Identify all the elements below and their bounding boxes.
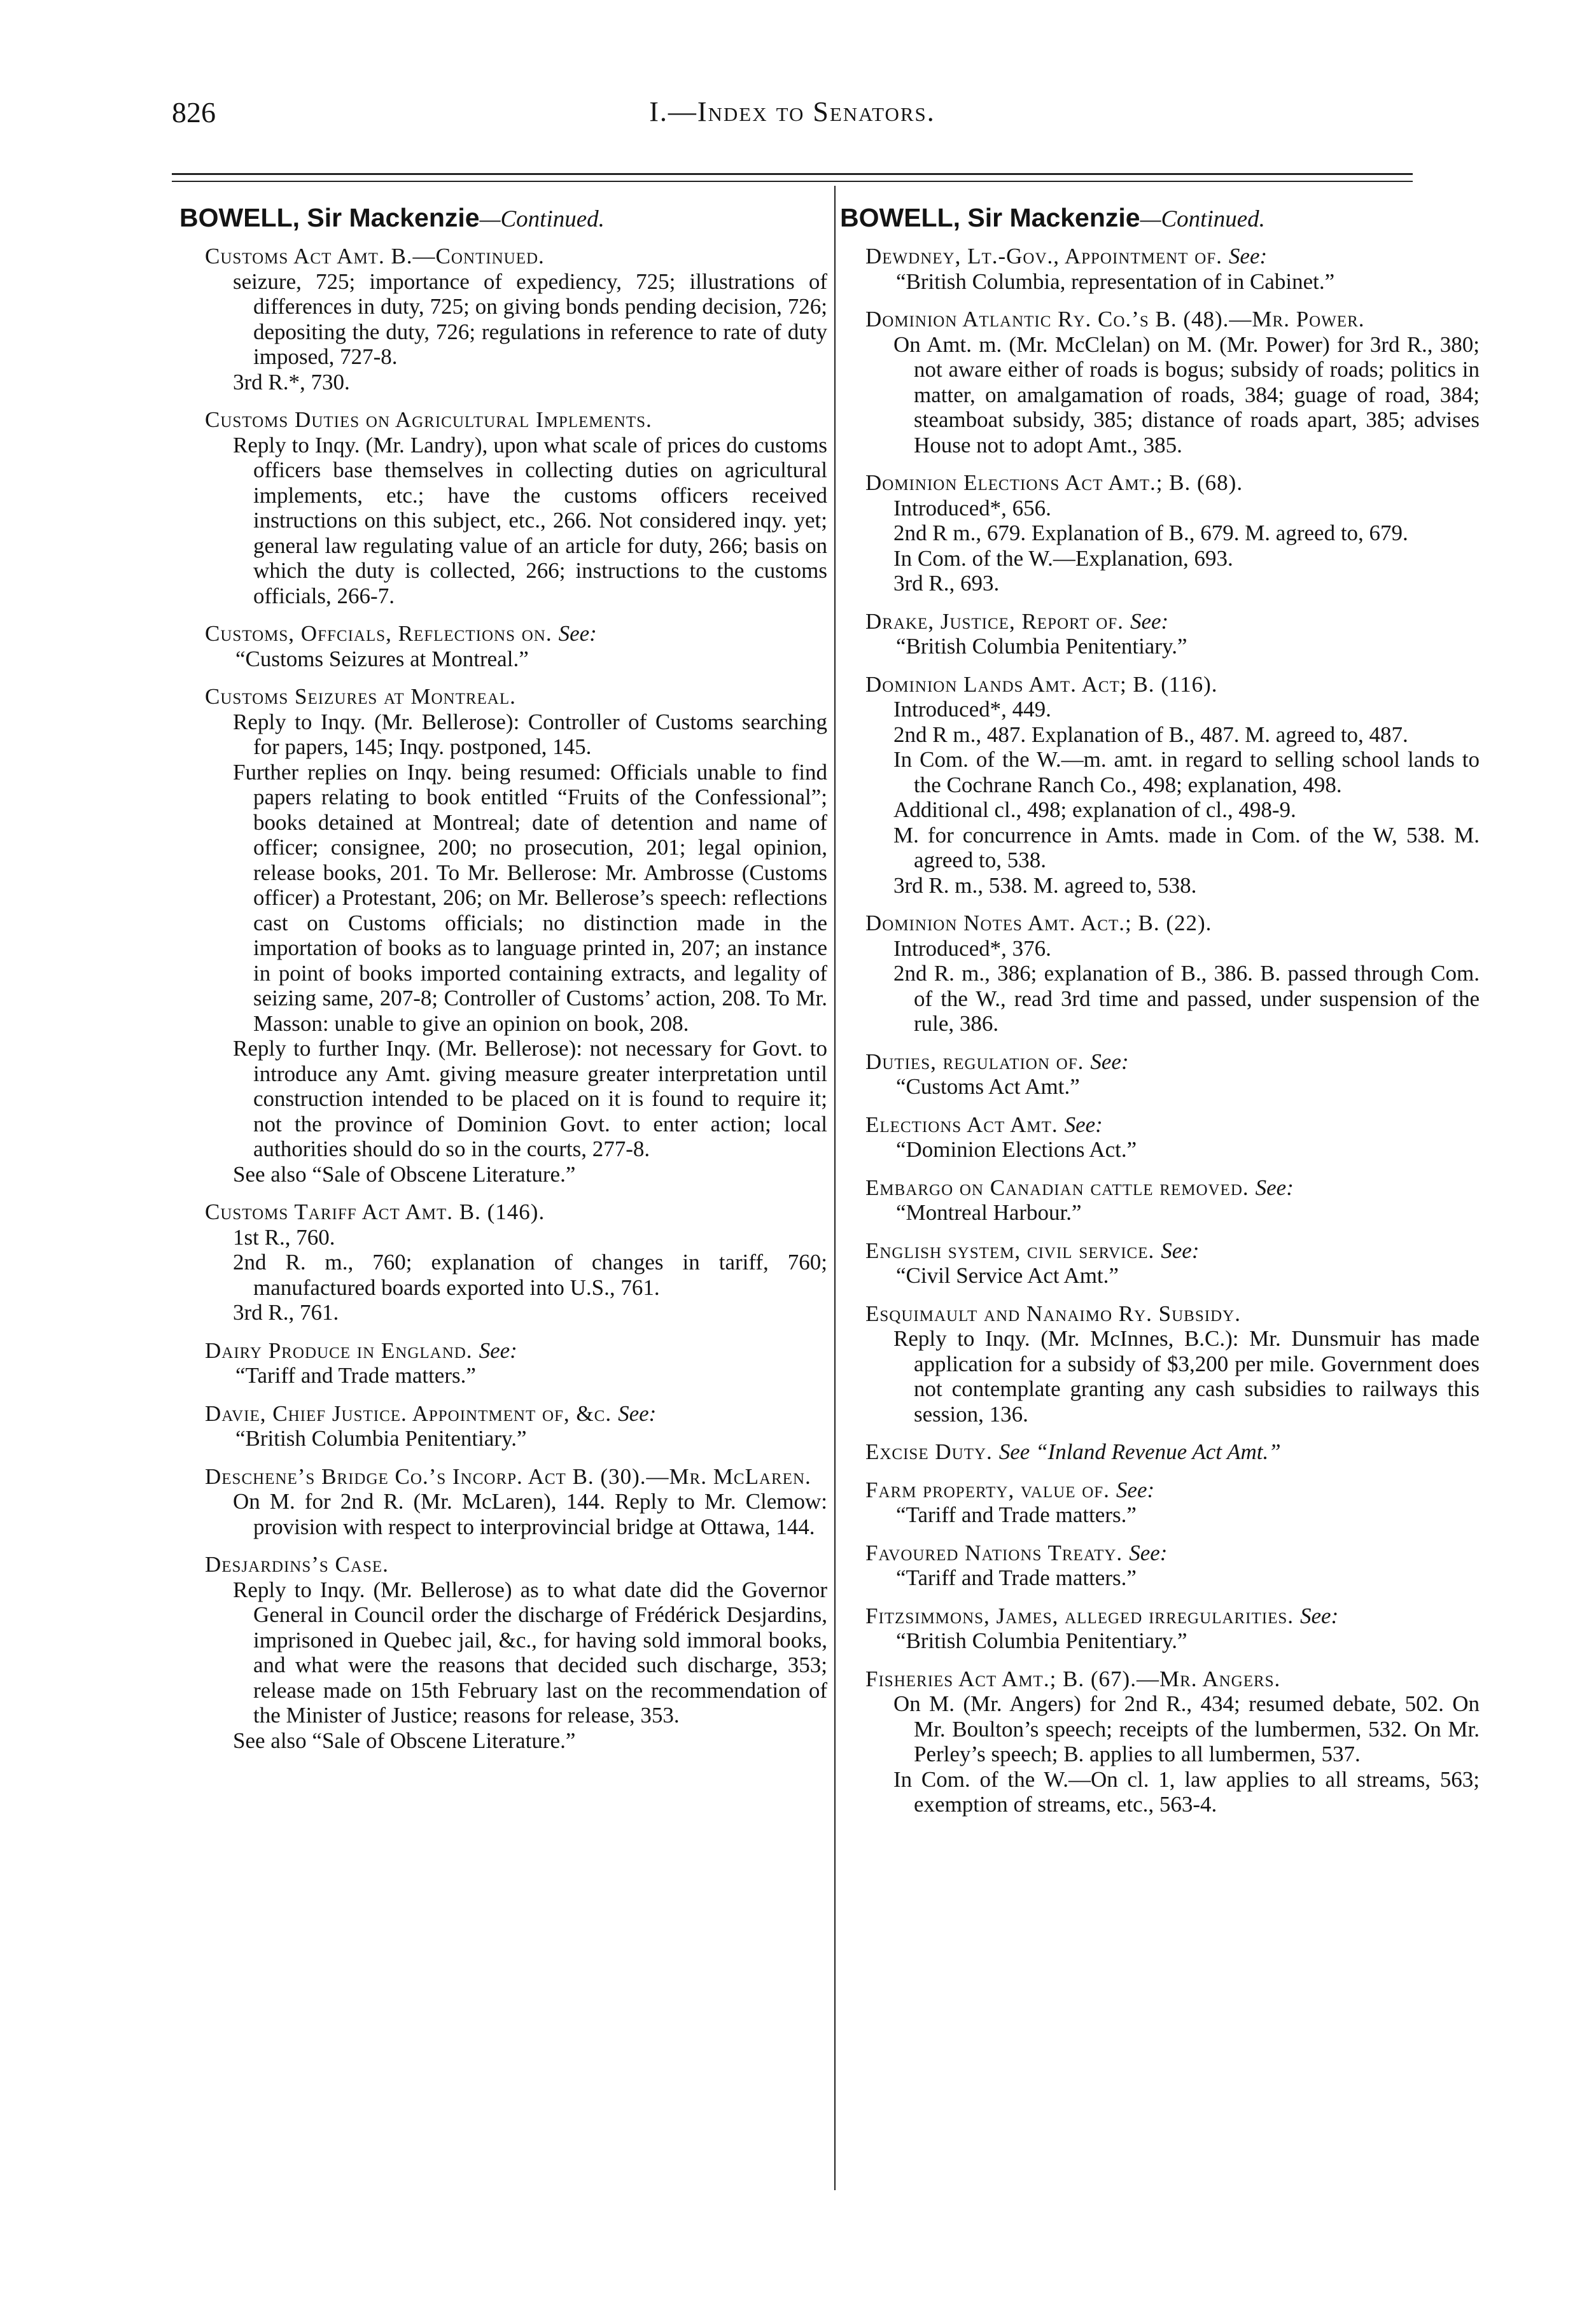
- entry-title: [179, 1338, 827, 1364]
- entry-line: “Civil Service Act Amt.”: [896, 1263, 1119, 1288]
- see-reference: See:: [1255, 1175, 1294, 1200]
- entry-title: [840, 609, 1480, 634]
- index-entry: [840, 1238, 1480, 1289]
- entry-line: “Customs Seizures at Montreal.”: [235, 646, 529, 671]
- entry-title: [840, 307, 1480, 332]
- entry-title: [840, 1112, 1480, 1138]
- entry-line: “British Columbia Penitentiary.”: [896, 1628, 1187, 1653]
- entry-subentries: [179, 646, 827, 672]
- entry-heading: Dominion Notes Amt. Act.; B. (22).: [865, 911, 1212, 935]
- index-entry: [179, 684, 827, 1187]
- index-entry: [840, 1301, 1480, 1427]
- page-number: 826: [172, 96, 216, 129]
- entry-subentries: [840, 1326, 1480, 1427]
- entry-title: [179, 1464, 827, 1490]
- entry-title: [179, 1199, 827, 1225]
- entry-subentries: [179, 1577, 827, 1754]
- column-heading: [840, 202, 1480, 235]
- entry-heading: Customs Tariff Act Amt. B. (146).: [205, 1199, 545, 1224]
- entry-title: [840, 1667, 1480, 1692]
- index-entry: [840, 244, 1480, 294]
- entry-line: “Tariff and Trade matters.”: [235, 1363, 476, 1388]
- entry-heading: Drake, Justice, Report of.: [865, 608, 1124, 634]
- see-reference: See:: [1161, 1238, 1200, 1263]
- entry-title: [840, 1301, 1480, 1327]
- entry-line: On M. (Mr. Angers) for 2nd R., 434; resumed debate, 502. On Mr. Boulton’s speech; receipts of the lumbermen, 532. On Mr. Perley’s speech; B. applies to all lumbermen, 537.: [893, 1691, 1480, 1766]
- entry-heading: Dominion Lands Amt. Act; B. (116).: [865, 671, 1218, 697]
- page-header: [172, 95, 1413, 140]
- entry-line: “Tariff and Trade matters.”: [896, 1565, 1137, 1590]
- entry-line: “Customs Act Amt.”: [896, 1074, 1080, 1099]
- entry-line: 2nd R m., 487. Explanation of B., 487. M. agreed to, 487.: [893, 722, 1408, 747]
- entry-heading: Excise Duty.: [865, 1439, 993, 1464]
- entry-subentries: [840, 697, 1480, 898]
- index-entry: [179, 1464, 827, 1540]
- entry-heading: Customs Act Amt. B.—Continued.: [205, 244, 545, 269]
- column-heading: [179, 202, 827, 235]
- entry-line: In Com. of the W.—m. amt. in regard to selling school lands to the Cochrane Ranch Co., 498; explanation, 498.: [893, 747, 1480, 797]
- entry-line: On Amt. m. (Mr. McClelan) on M. (Mr. Power) for 3rd R., 380; not aware either of roads is bogus; subsidy of roads; politics in matter, on amalgamation of roads, 384; guage of road, 384; steamboat subsidy, 385; distance of roads apart, 385; advises House not to adopt Amt., 385.: [893, 332, 1480, 458]
- entry-title: [179, 621, 827, 646]
- see-reference: See:: [1228, 244, 1268, 269]
- entry-line: See also “Sale of Obscene Literature.”: [233, 1728, 576, 1753]
- index-entry: [840, 307, 1480, 458]
- header-rule-double: [172, 181, 1413, 182]
- entry-heading: Favoured Nations Treaty.: [865, 1540, 1123, 1565]
- entry-heading: Customs Seizures at Montreal.: [205, 684, 516, 709]
- entry-subentries: [840, 1137, 1480, 1163]
- entry-line: 3rd R., 693.: [893, 571, 1000, 596]
- index-entry: [840, 1667, 1480, 1817]
- entry-heading: Fitzsimmons, James, alleged irregularities.: [865, 1603, 1294, 1628]
- running-title: I.—Index to Senators.: [649, 96, 935, 127]
- entry-line: 2nd R. m., 760; explanation of changes in tariff, 760; manufactured boards exported into U.S., 761.: [233, 1250, 827, 1300]
- entry-subentries: [179, 1225, 827, 1325]
- index-entry: [179, 621, 827, 671]
- entry-line: Introduced*, 449.: [893, 697, 1051, 722]
- see-reference: See:: [1116, 1477, 1155, 1502]
- entry-title: [179, 407, 827, 433]
- index-entry: [179, 407, 827, 608]
- entry-subentries: [840, 1691, 1480, 1817]
- entry-line: “British Columbia, representation of in Cabinet.”: [896, 269, 1335, 294]
- index-entry: [840, 1049, 1480, 1100]
- entry-heading: Esquimault and Nanaimo Ry. Subsidy.: [865, 1301, 1241, 1326]
- entry-heading: English system, civil service.: [865, 1238, 1155, 1263]
- entry-line: Introduced*, 656.: [893, 495, 1051, 521]
- entry-heading: Fisheries Act Amt.; B. (67).—Mr. Angers.: [865, 1666, 1281, 1691]
- entry-line: Further replies on Inqy. being resumed: Officials unable to find papers relating to book entitled “Fruits of the Confessional”; books detained at Montreal; date of detention and name of officer; consignee, 200; no prosecution, 201; legal opinion, release books, 201. To Mr. Bellerose: Mr. Ambrosse (Customs officer) a Protestant, 206; on Mr. Bellerose’s speech: reflections cast on Customs officials; no distinction made in the importation of books as to language printed in, 207; an instance in point of books imported containing extracts, and legality of seizing same, 207-8; Controller of Customs’ action, 208. To Mr. Masson: unable to give an opinion on book, 208.: [233, 759, 827, 1036]
- index-entry: [179, 1552, 827, 1753]
- entry-title: [840, 1541, 1480, 1566]
- see-reference: See:: [1130, 608, 1169, 634]
- index-entry: [179, 1338, 827, 1388]
- entry-line: 3rd R.*, 730.: [233, 369, 350, 395]
- entry-line: 1st R., 760.: [233, 1224, 335, 1250]
- entry-line: 2nd R m., 679. Explanation of B., 679. M. agreed to, 679.: [893, 521, 1408, 545]
- entry-title: [179, 1552, 827, 1577]
- entry-line: Reply to Inqy. (Mr. Bellerose): Controller of Customs searching for papers, 145; Inqy. postponed, 145.: [233, 709, 827, 759]
- entry-subentries: [840, 1074, 1480, 1100]
- entry-title: [840, 244, 1480, 269]
- entry-title: [840, 470, 1480, 496]
- see-reference: See:: [1090, 1049, 1129, 1074]
- index-entry: [840, 609, 1480, 659]
- entry-subentries: [840, 1502, 1480, 1528]
- entry-line: “British Columbia Penitentiary.”: [896, 634, 1187, 659]
- index-entry: [840, 1541, 1480, 1591]
- entry-line: seizure, 725; importance of expediency, 725; illustrations of differences in duty, 725; on giving bonds pending decision, 726; depositing the duty, 726; regulations in reference to rate of duty imposed, 727-8.: [233, 269, 827, 369]
- entry-line: “Tariff and Trade matters.”: [896, 1502, 1137, 1527]
- entry-heading: Duties, regulation of.: [865, 1049, 1084, 1074]
- entry-subentries: [179, 269, 827, 395]
- index-entry: [840, 1112, 1480, 1163]
- see-reference: See:: [558, 621, 597, 646]
- entry-line: Additional cl., 498; explanation of cl., 498-9.: [893, 797, 1296, 822]
- entry-title: [840, 911, 1480, 936]
- entry-list: [179, 244, 827, 1753]
- entry-line: In Com. of the W.—Explanation, 693.: [893, 545, 1233, 571]
- entry-subentries: [179, 709, 827, 1187]
- entry-title: [840, 672, 1480, 697]
- see-reference: See:: [1064, 1112, 1103, 1137]
- entry-heading: Dominion Atlantic Ry. Co.’s B. (48).—Mr. Power.: [865, 307, 1365, 332]
- entry-heading: Deschene’s Bridge Co.’s Incorp. Act B. (30).—Mr. McLaren.: [205, 1464, 811, 1489]
- entry-subentries: [840, 1263, 1480, 1289]
- right-column: [840, 202, 1480, 1830]
- entry-line: Reply to Inqy. (Mr. Bellerose) as to what date did the Governor General in Council order the discharge of Frédérick Desjardins, imprisoned in Quebec jail, &c., for having sold immoral books, and what were the reasons that decided such discharge, 353; release made on 15th February last on the recommendation of the Minister of Justice; reasons for release, 353.: [233, 1577, 827, 1728]
- entry-title: [840, 1439, 1480, 1465]
- entry-subentries: [840, 332, 1480, 458]
- index-entry: [840, 1439, 1480, 1465]
- entry-subentries: [179, 1426, 827, 1451]
- entry-line: Reply to Inqy. (Mr. McInnes, B.C.): Mr. Dunsmuir has made application for a subsidy of $3,200 per mile. Government does not contemplate granting any cash subsidies to railways this session, 136.: [893, 1326, 1480, 1427]
- entry-heading: Customs, Offcials, Reflections on.: [205, 621, 552, 646]
- entry-subentries: [840, 269, 1480, 295]
- see-reference: See:: [1129, 1540, 1168, 1565]
- entry-heading: Davie, Chief Justice. Appointment of, &c.: [205, 1401, 612, 1426]
- entry-line: “Montreal Harbour.”: [896, 1200, 1082, 1225]
- see-reference: See:: [618, 1401, 657, 1426]
- entry-heading: Dewdney, Lt.-Gov., Appointment of.: [865, 244, 1222, 269]
- entry-subentries: [840, 936, 1480, 1037]
- entry-line: Reply to further Inqy. (Mr. Bellerose): not necessary for Govt. to introduce any Amt. giving measure greater interpretation until construction intended to be placed on it is found to require it; not the province of Dominion Govt. to enter action; local authorities should do so in the courts, 277-8.: [233, 1036, 827, 1161]
- entry-subentries: [840, 1200, 1480, 1226]
- entry-title: [840, 1478, 1480, 1503]
- entry-title: [179, 1401, 827, 1427]
- entry-heading: Farm property, value of.: [865, 1477, 1110, 1502]
- entry-line: “Dominion Elections Act.”: [896, 1137, 1137, 1162]
- entry-subentries: [840, 496, 1480, 596]
- entry-heading: Desjardins’s Case.: [205, 1552, 389, 1577]
- entry-subentries: [179, 1363, 827, 1388]
- index-entry: [179, 1199, 827, 1325]
- entry-line: 2nd R. m., 386; explanation of B., 386. B. passed through Com. of the W., read 3rd time and passed, under suspension of the rule, 386.: [893, 961, 1480, 1036]
- entry-title: [840, 1238, 1480, 1264]
- index-entry: [840, 1478, 1480, 1528]
- entry-heading: Dairy Produce in England.: [205, 1338, 473, 1363]
- entry-heading: Customs Duties on Agricultural Implements.: [205, 407, 652, 432]
- entry-title: [840, 1175, 1480, 1201]
- entry-heading: Dominion Elections Act Amt.; B. (68).: [865, 470, 1243, 495]
- entry-line: In Com. of the W.—On cl. 1, law applies to all streams, 563; exemption of streams, etc., 563-4.: [893, 1766, 1480, 1817]
- entry-subentries: [840, 1565, 1480, 1591]
- see-reference: See:: [1300, 1603, 1339, 1628]
- header-rule: [172, 173, 1413, 175]
- entry-line: Introduced*, 376.: [893, 935, 1051, 961]
- entry-heading: Embargo on Canadian cattle removed.: [865, 1175, 1249, 1200]
- index-entry: [840, 470, 1480, 596]
- index-entry: [179, 1401, 827, 1451]
- heading-name: BOWELL, Sir Mackenzie: [840, 203, 1140, 232]
- entry-subentries: [840, 634, 1480, 659]
- heading-continued: —Continued.: [1140, 206, 1265, 232]
- entry-line: 3rd R., 761.: [233, 1300, 339, 1325]
- entry-title: [840, 1604, 1480, 1629]
- column-divider: [834, 186, 836, 2190]
- heading-name: BOWELL, Sir Mackenzie: [179, 203, 480, 232]
- heading-continued: —Continued.: [479, 206, 605, 232]
- see-reference: See:: [479, 1338, 517, 1363]
- index-entry: [179, 244, 827, 395]
- entry-line: M. for concurrence in Amts. made in Com. of the W, 538. M. agreed to, 538.: [893, 822, 1480, 872]
- entry-line: Reply to Inqy. (Mr. Landry), upon what scale of prices do customs officers base themselves in collecting duties on agricultural implements, etc.; have the customs officers received instructions on this subject, etc., 266. Not considered inqy. yet; general law regulating value of an article for duty, 266; basis on which the duty is collected, 266; instructions to the customs officials, 266-7.: [233, 432, 827, 608]
- entry-title: [840, 1049, 1480, 1075]
- entry-heading: Elections Act Amt.: [865, 1112, 1058, 1137]
- entry-line: On M. for 2nd R. (Mr. McLaren), 144. Reply to Mr. Clemow: provision with respect to interprovincial bridge at Ottawa, 144.: [233, 1489, 827, 1539]
- see-reference: See “Inland Revenue Act Amt.”: [998, 1439, 1281, 1464]
- entry-title: [179, 244, 827, 269]
- index-entry: [840, 672, 1480, 898]
- index-entry: [840, 911, 1480, 1037]
- index-entry: [840, 1175, 1480, 1226]
- entry-subentries: [840, 1628, 1480, 1654]
- entry-title: [179, 684, 827, 709]
- entry-list: [840, 244, 1480, 1817]
- entry-subentries: [179, 1489, 827, 1539]
- entry-line: 3rd R. m., 538. M. agreed to, 538.: [893, 872, 1197, 898]
- left-column: [179, 202, 827, 1766]
- entry-line: “British Columbia Penitentiary.”: [235, 1426, 527, 1451]
- index-entry: [840, 1604, 1480, 1654]
- entry-line: See also “Sale of Obscene Literature.”: [233, 1161, 576, 1187]
- entry-subentries: [179, 433, 827, 609]
